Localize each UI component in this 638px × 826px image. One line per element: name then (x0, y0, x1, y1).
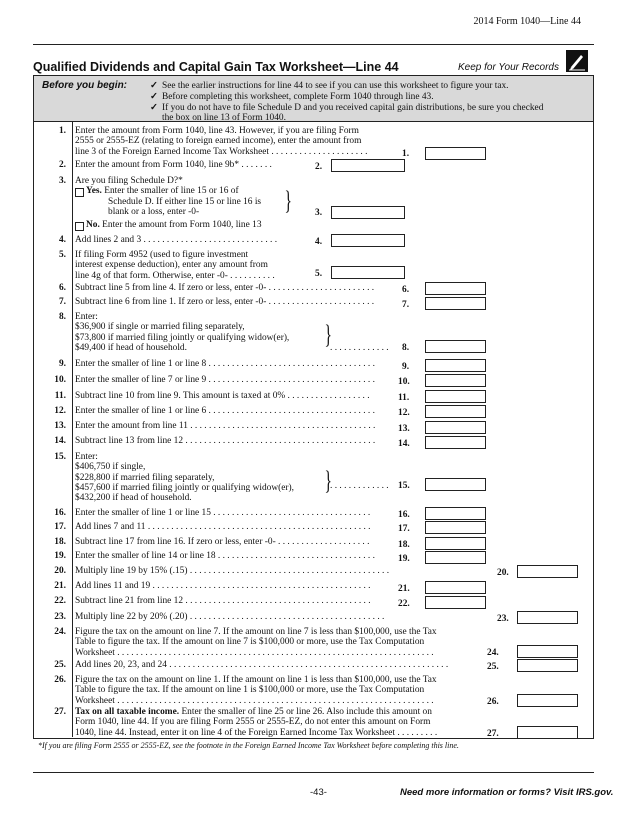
line-ref-10: 10. (398, 377, 410, 387)
line-27-text: 1040, line 44. Instead, enter it on line 4 of the Foreign Earned Income Tax Worksheet . . . . . . . . . (75, 727, 438, 738)
line-number-16: 16. (54, 508, 66, 518)
line-number-21: 21. (54, 581, 66, 591)
brace-icon: } (324, 320, 332, 349)
amount-field-line-1[interactable] (425, 147, 486, 160)
line-ref-8: 8. (402, 343, 410, 353)
line-ref-25: 25. (487, 662, 499, 672)
amount-field-line-13[interactable] (425, 421, 486, 434)
amount-field-line-14[interactable] (425, 436, 486, 449)
line-20-text: Multiply line 19 by 15% (.15) . . . . . . . . . . . . . . . . . . . . . . . . . . . . . . . . . . . . . . . . . . . (75, 566, 390, 576)
amount-field-line-25[interactable] (517, 659, 578, 672)
amount-field-line-19[interactable] (425, 551, 486, 564)
line-ref-15: 15. (398, 481, 410, 491)
line-number-7: 7. (58, 297, 66, 307)
yes-checkbox[interactable] (75, 188, 84, 197)
line-15-text: $432,200 if head of household. (75, 493, 192, 504)
worksheet-title: Qualified Dividends and Capital Gain Tax Worksheet—Line 44 (33, 60, 399, 74)
line-number-26: 26. (54, 675, 66, 685)
amount-field-line-27[interactable] (517, 726, 578, 739)
line-number-9: 9. (58, 359, 66, 369)
line-3-no: No. Enter the amount from Form 1040, line 13 (86, 220, 262, 230)
line-ref-11: 11. (398, 393, 410, 403)
line-15-text: Enter: (75, 452, 98, 462)
line-24-text: Table to figure the tax. If the amount on line 7 is $100,000 or more, use the Tax Computation (75, 637, 425, 648)
line-14-text: Subtract line 13 from line 12 . . . . . . . . . . . . . . . . . . . . . . . . . . . . . . . . . . . . . . . . . (75, 436, 376, 446)
line-ref-2: 2. (315, 162, 323, 172)
amount-field-line-12[interactable] (425, 405, 486, 418)
line-ref-26: 26. (487, 697, 499, 707)
line-number-18: 18. (54, 537, 66, 547)
amount-field-line-23[interactable] (517, 611, 578, 624)
line-number-22: 22. (54, 596, 66, 606)
line-3-yes-text-3: blank or a loss, enter -0- (108, 207, 200, 217)
line-number-6: 6. (58, 283, 66, 293)
line-number-17: 17. (54, 522, 66, 532)
line-12-text: Enter the smaller of line 1 or line 6 . . . . . . . . . . . . . . . . . . . . . . . . . . . . . . . . . . . . (75, 406, 375, 416)
amount-field-line-26[interactable] (517, 694, 578, 707)
line-number-20: 20. (54, 566, 66, 576)
line-3-text: Are you filing Schedule D?* (75, 176, 183, 186)
line-3-yes-text-2: Schedule D. If either line 15 or line 16 is (108, 197, 262, 207)
amount-field-line-11[interactable] (425, 390, 486, 403)
line-ref-5: 5. (315, 269, 323, 279)
line-25-text: Add lines 20, 23, and 24 . . . . . . . . . . . . . . . . . . . . . . . . . . . . . . . . . . . . . . . . . . . . . . . . . . . . . . . . . . . . (75, 660, 449, 670)
line-number-19: 19. (54, 551, 66, 561)
line-2-text: Enter the amount from Form 1040, line 9b* . . . . . . . (75, 160, 272, 170)
line-27-text: Form 1040, line 44. If you are filing Form 2555 or 2555-EZ, do not enter this amount on Form (75, 717, 431, 728)
line-18-text: Subtract line 17 from line 16. If zero or less, enter -0- . . . . . . . . . . . . . . . . . . . . (75, 537, 370, 547)
line-ref-6: 6. (402, 285, 410, 295)
line-5-text: line 4g of that form. Otherwise, enter -0- . . . . . . . . . . (75, 270, 275, 281)
line-16-text: Enter the smaller of line 1 or line 15 . . . . . . . . . . . . . . . . . . . . . . . . . . . . . . . . . . (75, 508, 371, 518)
line-ref-24: 24. (487, 648, 499, 658)
form-reference: 2014 Form 1040—Line 44 (473, 16, 581, 27)
line-27-text: Tax on all taxable income. Enter the smaller of line 25 or line 26. Also include this amount on (75, 707, 432, 717)
line-6-text: Subtract line 5 from line 4. If zero or less, enter -0- . . . . . . . . . . . . . . . . . . . . . . . (75, 283, 375, 293)
line-9-text: Enter the smaller of line 1 or line 8 . . . . . . . . . . . . . . . . . . . . . . . . . . . . . . . . . . . . (75, 359, 375, 369)
line-number-14: 14. (54, 436, 66, 446)
line-number-27: 27. (54, 707, 66, 717)
line-13-text: Enter the amount from line 11 . . . . . . . . . . . . . . . . . . . . . . . . . . . . . . . . . . . . . . . . (75, 421, 376, 431)
more-info-link[interactable]: Need more information or forms? Visit IRS.gov. (400, 787, 614, 798)
line-19-text: Enter the smaller of line 14 or line 18 . . . . . . . . . . . . . . . . . . . . . . . . . . . . . . . . . . (75, 551, 375, 561)
brace-icon: } (284, 186, 292, 215)
line-number-5: 5. (58, 250, 66, 260)
header-rule (33, 44, 594, 45)
amount-field-line-6[interactable] (425, 282, 486, 295)
line-ref-13: 13. (398, 424, 410, 434)
line-8-text: $36,900 if single or married filing separately, (75, 322, 245, 333)
line-26-text: Worksheet . . . . . . . . . . . . . . . . . . . . . . . . . . . . . . . . . . . . . . . . . . . . . . . . . . . . . . . . . . . . . . . . . . . . (75, 695, 434, 706)
pencil-icon (566, 50, 588, 72)
line-ref-17: 17. (398, 524, 410, 534)
line-5-text: If filing Form 4952 (used to figure investment (75, 250, 249, 260)
line-8-text: Enter: (75, 312, 98, 322)
amount-field-line-9[interactable] (425, 359, 486, 372)
line-ref-23: 23. (497, 614, 509, 624)
amount-field-line-3[interactable] (331, 206, 405, 219)
amount-field-line-21[interactable] (425, 581, 486, 594)
line-23-text: Multiply line 22 by 20% (.20) . . . . . . . . . . . . . . . . . . . . . . . . . . . . . . . . . . . . . . . . . . (75, 612, 385, 622)
amount-field-line-16[interactable] (425, 507, 486, 520)
leader-dots: . . . . . . . . . . . . . (330, 481, 389, 491)
amount-field-line-22[interactable] (425, 596, 486, 609)
before-you-begin-label: Before you begin: (42, 80, 128, 91)
line-1-text: 2555 or 2555-EZ (relating to foreign earned income), enter the amount from (75, 136, 362, 147)
line-ref-20: 20. (497, 568, 509, 578)
footnote: *If you are filing Form 2555 or 2555-EZ, see the footnote in the Foreign Earned Income Tax Worksheet before completing this line. (38, 741, 459, 750)
line-8-text: $73,800 if married filing jointly or qualifying widow(er), (75, 332, 290, 343)
checkmark-icon: ✓ (150, 103, 158, 113)
amount-field-line-10[interactable] (425, 374, 486, 387)
line-ref-14: 14. (398, 439, 410, 449)
amount-field-line-15[interactable] (425, 478, 486, 491)
line-number-4: 4. (58, 235, 66, 245)
line-17-text: Add lines 7 and 11 . . . . . . . . . . . . . . . . . . . . . . . . . . . . . . . . . . . . . . . . . . . . . . . . (75, 522, 371, 532)
line-11-text: Subtract line 10 from line 9. This amount is taxed at 0% . . . . . . . . . . . . . . . . . . (75, 391, 370, 401)
line-number-12: 12. (54, 406, 66, 416)
keep-for-records: Keep for Your Records (458, 62, 559, 73)
checkmark-icon: ✓ (150, 81, 158, 91)
line-ref-21: 21. (398, 584, 410, 594)
line-26-text: Figure the tax on the amount on line 1. If the amount on line 1 is less than $100,000, use the Tax (75, 675, 437, 685)
line-number-15: 15. (54, 452, 66, 462)
line-number-23: 23. (54, 612, 66, 622)
line-number-8: 8. (58, 312, 66, 322)
line-ref-19: 19. (398, 554, 410, 564)
brace-icon: } (324, 466, 332, 495)
line-22-text: Subtract line 21 from line 12 . . . . . . . . . . . . . . . . . . . . . . . . . . . . . . . . . . . . . . . . (75, 596, 371, 606)
amount-field-line-7[interactable] (425, 297, 486, 310)
line-10-text: Enter the smaller of line 7 or line 9 . . . . . . . . . . . . . . . . . . . . . . . . . . . . . . . . . . . . (75, 375, 375, 385)
line-8-text: $49,400 if head of household. (75, 342, 187, 353)
line-ref-9: 9. (402, 362, 410, 372)
amount-field-line-8[interactable] (425, 340, 486, 353)
line-number-3: 3. (58, 176, 66, 186)
line-ref-3: 3. (315, 208, 323, 218)
line-number-10: 10. (54, 375, 66, 385)
line-number-11: 11. (54, 391, 66, 401)
amount-field-line-17[interactable] (425, 521, 486, 534)
amount-field-line-18[interactable] (425, 537, 486, 550)
line-number-2: 2. (58, 160, 66, 170)
line-7-text: Subtract line 6 from line 1. If zero or less, enter -0- . . . . . . . . . . . . . . . . . . . . . . . (75, 297, 375, 307)
line-15-text: $406,750 if single, (75, 462, 146, 473)
checkmark-icon: ✓ (150, 92, 158, 102)
line-1-text: Enter the amount from Form 1040, line 43. However, if you are filing Form (75, 126, 359, 136)
before-rule (34, 121, 593, 122)
line-number-1: 1. (58, 126, 66, 136)
no-checkbox[interactable] (75, 222, 84, 231)
line-5-text: interest expense deduction), enter any amount from (75, 260, 268, 271)
line-ref-22: 22. (398, 599, 410, 609)
line-3-yes: Yes. Enter the smaller of line 15 or 16 of (86, 186, 239, 196)
line-ref-16: 16. (398, 510, 410, 520)
line-24-text: Figure the tax on the amount on line 7. If the amount on line 7 is less than $100,000, use the Tax (75, 627, 437, 637)
line-ref-4: 4. (315, 237, 323, 247)
footer-rule (33, 772, 594, 773)
line-15-text: $228,800 if married filing separately, (75, 472, 215, 483)
line-number-24: 24. (54, 627, 66, 637)
amount-field-line-4[interactable] (331, 234, 405, 247)
amount-field-line-20[interactable] (517, 565, 578, 578)
number-column-rule (72, 121, 73, 737)
line-ref-18: 18. (398, 540, 410, 550)
amount-field-line-2[interactable] (331, 159, 405, 172)
line-24-text: Worksheet . . . . . . . . . . . . . . . . . . . . . . . . . . . . . . . . . . . . . . . . . . . . . . . . . . . . . . . . . . . . . . . . . . . . (75, 647, 434, 658)
line-number-25: 25. (54, 660, 66, 670)
line-21-text: Add lines 11 and 19 . . . . . . . . . . . . . . . . . . . . . . . . . . . . . . . . . . . . . . . . . . . . . . . (75, 581, 371, 591)
line-ref-27: 27. (487, 729, 499, 739)
line-1-text: line 3 of the Foreign Earned Income Tax Worksheet . . . . . . . . . . . . . . . . . . . . . (75, 146, 368, 157)
leader-dots: . . . . . . . . . . . . . (330, 343, 389, 353)
amount-field-line-24[interactable] (517, 645, 578, 658)
line-number-13: 13. (54, 421, 66, 431)
line-4-text: Add lines 2 and 3 . . . . . . . . . . . . . . . . . . . . . . . . . . . . . (75, 235, 278, 245)
line-ref-1: 1. (402, 149, 410, 159)
amount-field-line-5[interactable] (331, 266, 405, 279)
line-ref-7: 7. (402, 300, 410, 310)
line-26-text: Table to figure the tax. If the amount on line 1 is $100,000 or more, use the Tax Computation (75, 685, 425, 696)
line-ref-12: 12. (398, 408, 410, 418)
page-number: -43- (310, 787, 327, 798)
line-15-text: $457,600 if married filing jointly or qualifying widow(er), (75, 482, 294, 493)
